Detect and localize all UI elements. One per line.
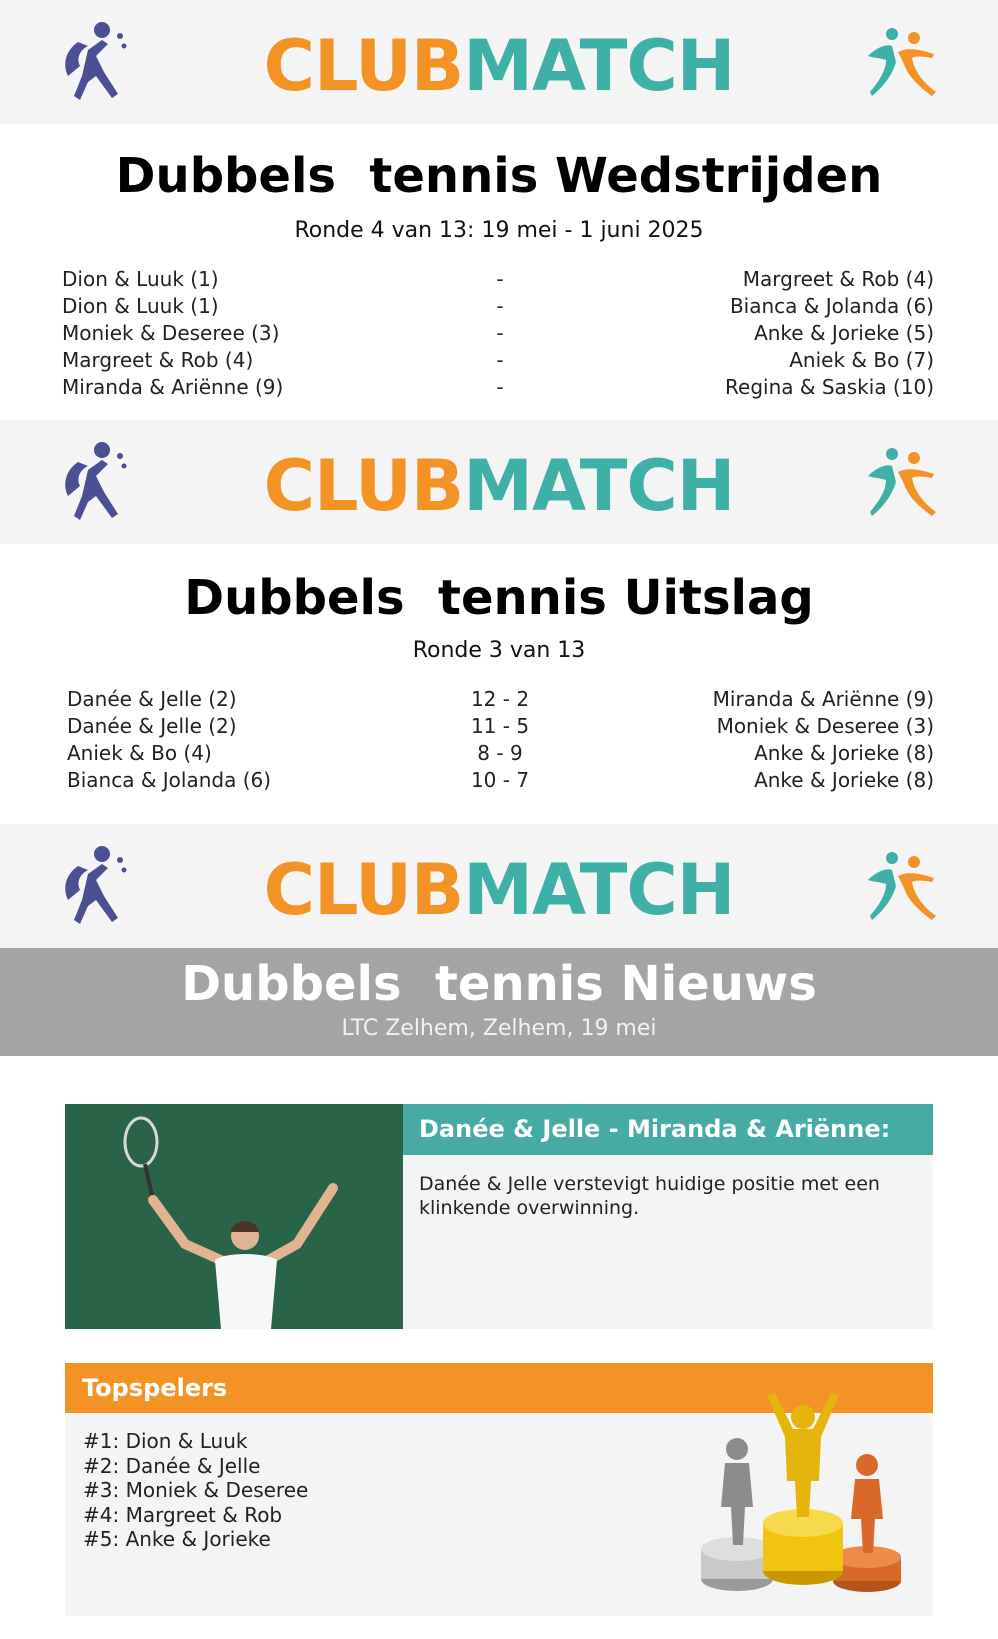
fixtures-title: Dubbels tennis Wedstrijden <box>115 148 883 204</box>
separator: - <box>496 348 504 372</box>
results-title: Dubbels tennis Uitslag <box>184 570 814 626</box>
fixture-row <box>0 266 998 293</box>
away-team: Anke & Jorieke (5) <box>754 321 934 345</box>
topspelers-card <box>65 1363 933 1616</box>
result-row <box>0 686 998 713</box>
dancing-figures-icon <box>862 850 940 926</box>
away-team: Regina & Saskia (10) <box>725 375 934 399</box>
fixture-row <box>0 320 998 347</box>
home-team: Bianca & Jolanda (6) <box>67 768 272 792</box>
fixtures-subtitle: Ronde 4 van 13: 19 mei - 1 juni 2025 <box>294 218 704 243</box>
story-headline: Danée & Jelle - Miranda & Ariënne: <box>403 1104 933 1155</box>
result-row <box>0 740 998 767</box>
news-header <box>0 948 998 1056</box>
result-row <box>0 767 998 794</box>
fixture-row <box>0 347 998 374</box>
story-body: Danée & Jelle verstevigt huidige positie met een klinkende overwinning. <box>419 1173 880 1219</box>
score: 10 - 7 <box>470 768 530 792</box>
away-team: Bianca & Jolanda (6) <box>729 294 934 318</box>
score: 12 - 2 <box>470 687 530 711</box>
podium-illustration <box>695 1389 905 1609</box>
list-item: #1: Dion & Luuk <box>83 1429 248 1453</box>
home-team: Miranda & Ariënne (9) <box>62 375 284 399</box>
home-team: Dion & Luuk (1) <box>62 267 219 291</box>
separator: - <box>496 294 504 318</box>
results-subtitle: Ronde 3 van 13 <box>412 638 586 663</box>
home-team: Moniek & Deseree (3) <box>62 321 280 345</box>
fixture-row <box>0 374 998 401</box>
home-team: Margreet & Rob (4) <box>62 348 254 372</box>
clubmatch-banner <box>0 0 998 124</box>
dancing-figures-icon <box>862 26 940 102</box>
away-team: Moniek & Deseree (3) <box>716 714 934 738</box>
away-team: Miranda & Ariënne (9) <box>712 687 934 711</box>
list-item: #4: Margreet & Rob <box>83 1502 283 1527</box>
clubmatch-wordmark: CLUBMATCH <box>263 445 735 527</box>
list-item: #2: Danée & Jelle <box>83 1453 261 1478</box>
score: 11 - 5 <box>470 714 530 738</box>
home-team: Dion & Luuk (1) <box>62 294 219 318</box>
topspelers-list <box>83 1429 308 1552</box>
news-story-card <box>65 1104 933 1329</box>
separator: - <box>496 375 504 399</box>
topspelers-title: Topspelers <box>65 1363 933 1413</box>
result-row <box>0 713 998 740</box>
list-item: #5: Anke & Jorieke <box>83 1527 271 1551</box>
away-team: Anke & Jorieke (8) <box>754 741 934 765</box>
news-title: Dubbels tennis Nieuws <box>181 956 817 1012</box>
fixture-row <box>0 293 998 320</box>
news-subtitle: LTC Zelhem, Zelhem, 19 mei <box>341 1016 657 1041</box>
away-team: Anke & Jorieke (8) <box>754 768 934 792</box>
away-team: Aniek & Bo (7) <box>789 348 934 372</box>
clubmatch-banner <box>0 824 998 948</box>
tennis-celebration-photo <box>65 1104 403 1329</box>
clubmatch-wordmark: CLUBMATCH <box>263 25 735 107</box>
away-team: Margreet & Rob (4) <box>742 267 934 291</box>
clubmatch-banner <box>0 420 998 544</box>
home-team: Aniek & Bo (4) <box>67 741 212 765</box>
home-team: Danée & Jelle (2) <box>67 714 237 738</box>
separator: - <box>496 321 504 345</box>
separator: - <box>496 267 504 291</box>
clubmatch-wordmark: CLUBMATCH <box>263 849 735 931</box>
score: 8 - 9 <box>477 741 523 765</box>
list-item: #3: Moniek & Deseree <box>83 1478 309 1502</box>
home-team: Danée & Jelle (2) <box>67 687 237 711</box>
dancing-figures-icon <box>862 446 940 522</box>
